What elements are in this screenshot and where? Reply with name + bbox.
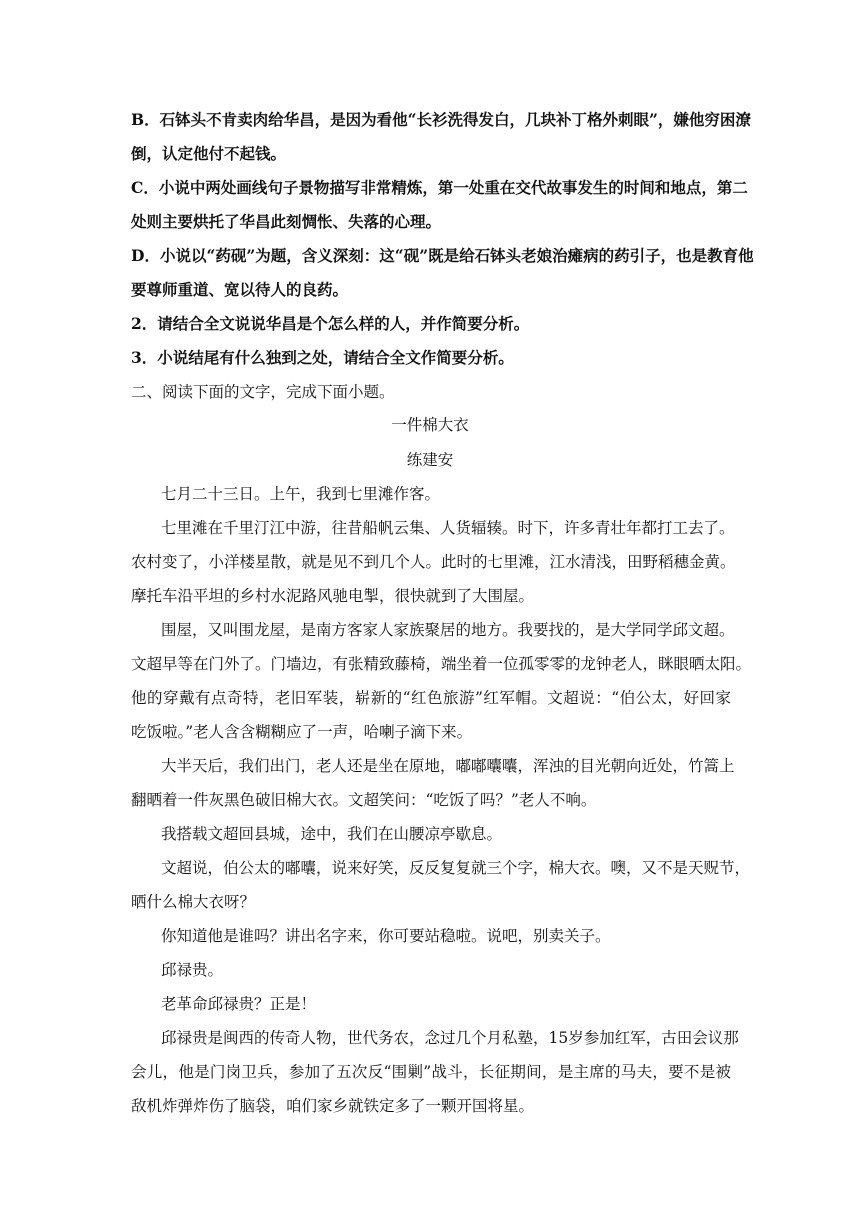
story-line: 大半天后，我们出门，老人还是坐在原地，嘟嘟囔囔，浑浊的目光朝向近处，竹篙上: [161, 757, 735, 775]
story-line: 邱禄贵是闽西的传奇人物，世代务农，念过几个月私塾，15岁参加红军，古田会议那: [161, 1029, 739, 1047]
story-line: 摩托车沿平坦的乡村水泥路风驰电掣，很快就到了大围屋。: [131, 587, 535, 605]
story-line: 他的穿戴有点奇特，老旧军装，崭新的“红色旅游”红军帽。文超说：“伯公太，好回家: [131, 689, 731, 707]
option-c-line-1: C．小说中两处画线句子景物描写非常精炼，第一处重在交代故事发生的时间和地点，第二: [131, 178, 748, 197]
story-line: 七月二十三日。上午，我到七里滩作客。: [161, 485, 441, 503]
section-heading: 二、阅读下面的文字，完成下面小题。: [131, 383, 395, 401]
story-line: 会儿，他是门岗卫兵，参加了五次反“围剿”战斗，长征期间，是主席的马夫，要不是被: [131, 1063, 731, 1081]
story-line: 农村变了，小洋楼星散，就是见不到几个人。此时的七里滩，江水清浅，田野稻穗金黄。: [131, 553, 736, 571]
story-line: 围屋，又叫围龙屋，是南方客家人家族聚居的地方。我要找的，是大学同学邱文超。: [161, 621, 735, 639]
option-b-line-2: 倒，认定他付不起钱。: [131, 144, 287, 163]
option-d-line-1: D．小说以“药砚”为题，含义深刻：这“砚”既是给石钵头老娘治瘫病的药引子，也是教育他: [131, 246, 754, 265]
story-line: 文超早等在门外了。门墙边，有张精致藤椅，端坐着一位孤零零的龙钟老人，眯眼晒太阳。: [131, 655, 752, 673]
story-line: 邱禄贵。: [161, 961, 224, 979]
story-line: 我搭载文超回县城，途中，我们在山腰凉亭歇息。: [161, 825, 503, 843]
story-title: 一件棉大衣: [391, 416, 469, 434]
story-author: 练建安: [406, 451, 454, 469]
question-3: 3．小说结尾有什么独到之处，请结合全文作简要分析。: [131, 348, 514, 367]
story-line: 文超说，伯公太的嘟囔，说来好笑，反反复复就三个字，棉大衣。噢，又不是天贶节，: [161, 859, 751, 877]
story-line: 老革命邱禄贵？正是！: [161, 995, 317, 1013]
story-line: 七里滩在千里汀江中游，往昔船帆云集、人货辐辏。时下，许多青壮年都打工去了。: [161, 519, 735, 537]
story-line: 晒什么棉大衣呀？: [131, 893, 256, 911]
question-2: 2．请结合全文说说华昌是个怎么样的人，并作简要分析。: [131, 314, 530, 333]
option-d-line-2: 要尊师重道、宽以待人的良药。: [131, 280, 349, 299]
story-line: 翻晒着一件灰黑色破旧棉大衣。文超笑问：“吃饭了吗？”老人不响。: [131, 791, 597, 809]
story-line: 吃饭啦。”老人含含糊糊应了一声，哈喇子滴下来。: [131, 723, 473, 741]
option-c-line-2: 处则主要烘托了华昌此刻惆怅、失落的心理。: [131, 212, 442, 231]
story-line: 你知道他是谁吗？讲出名字来，你可要站稳啦。说吧，别卖关子。: [161, 927, 611, 945]
option-b-line-1: B．石钵头不肯卖肉给华昌，是因为看他“长衫洗得发白，几块补丁格外刺眼”，嫌他穷困潦: [131, 110, 751, 129]
story-line: 敌机炸弹炸伤了脑袋，咱们家乡就铁定多了一颗开国将星。: [131, 1097, 535, 1115]
